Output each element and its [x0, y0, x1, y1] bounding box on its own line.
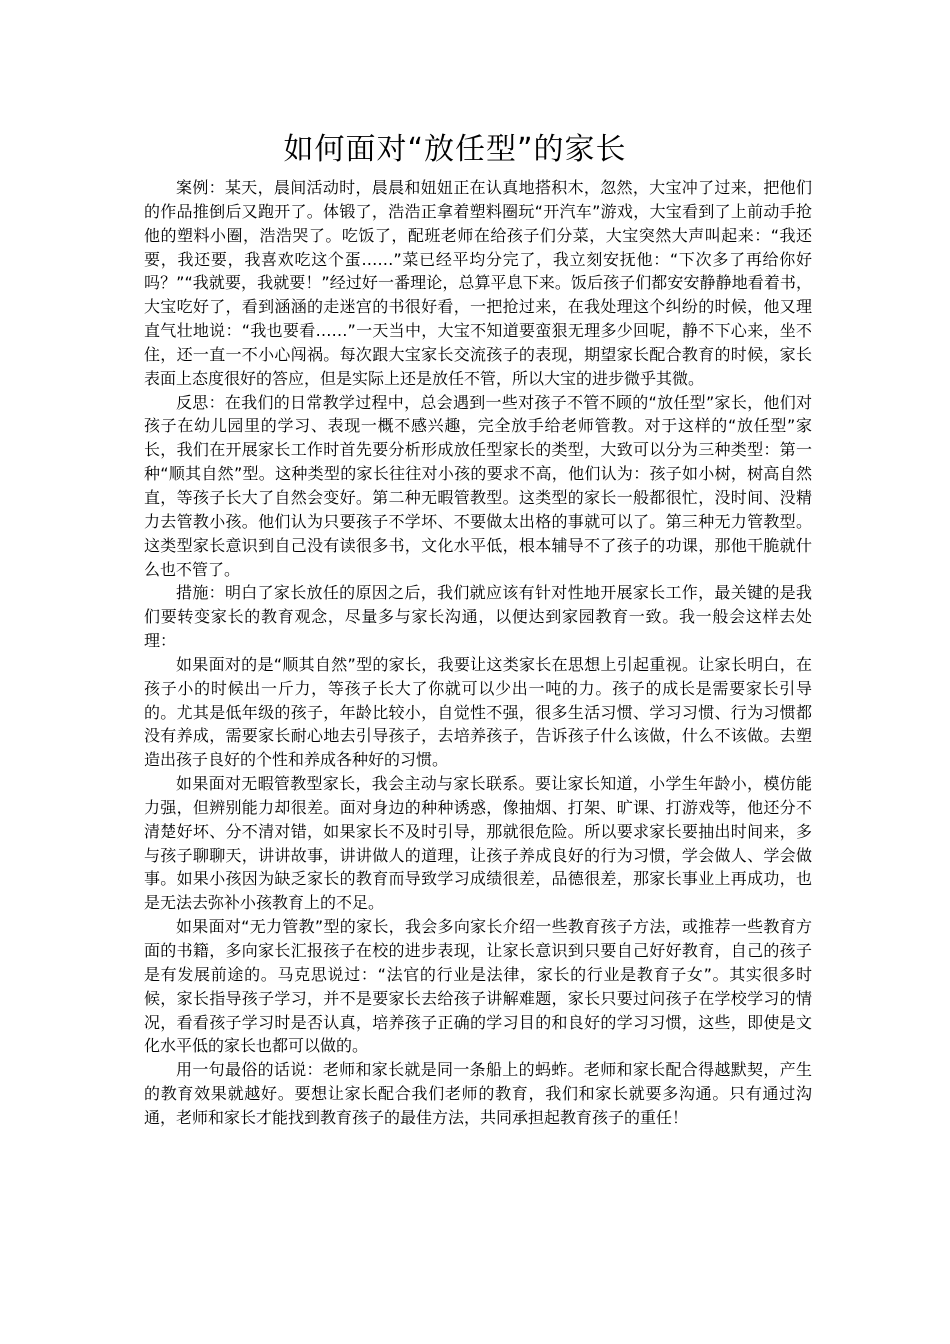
paragraph-natural-type: 如果面对的是“顺其自然”型的家长，我要让这类家长在思想上引起重视。让家长明白，在孩子小的时候出一斤力，等孩子长大了你就可以少出一吨的力。孩子的成长是需要家长引导的。尤其是低年级的孩子，年龄比较小，自觉性不强，很多生活习惯、学习习惯、行为习惯都没有养成，需要家长耐心地去引导孩子，去培养孩子，告诉孩子什么该做，什么不该做。去塑造出孩子良好的个性和养成各种好的习惯。: [144, 654, 812, 770]
document-body: [144, 176, 812, 1130]
paragraph-busy-type: 如果面对无暇管教型家长，我会主动与家长联系。要让家长知道，小学生年龄小，模仿能力强，但辨别能力却很差。面对身边的种种诱惑，像抽烟、打架、旷课、打游戏等，他还分不清楚好坏、分不清对错，如果家长不及时引导，那就很危险。所以要求家长要抽出时间来，多与孩子聊聊天，讲讲故事，讲讲做人的道理，让孩子养成良好的行为习惯，学会做人、学会做事。如果小孩因为缺乏家长的教育而导致学习成绩很差，品德很差，那家长事业上再成功，也是无法去弥补小孩教育上的不足。: [144, 774, 812, 913]
paragraph-reflection: 反思：在我们的日常教学过程中，总会遇到一些对孩子不管不顾的“放任型”家长，他们对孩子在幼儿园里的学习、表现一概不感兴趣，完全放手给老师管教。对于这样的“放任型”家长，我们在开展家长工作时首先要分析形成放任型家长的类型，大致可以分为三种类型：第一种“顺其自然”型。这种类型的家长往往对小孩的要求不高，他们认为：孩子如小树，树高自然直，等孩子长大了自然会变好。第二种无暇管教型。这类型的家长一般都很忙，没时间、没精力去管教小孩。他们认为只要孩子不学坏、不要做太出格的事就可以了。第三种无力管教型。这类型家长意识到自己没有读很多书，文化水平低，根本辅导不了孩子的功课，那他干脆就什么也不管了。: [144, 392, 812, 579]
document-title: 如何面对“放任型”的家长: [283, 132, 627, 167]
paragraph-unable-type: 如果面对“无力管教”型的家长，我会多向家长介绍一些教育孩子方法，或推荐一些教育方面的书籍，多向家长汇报孩子在校的进步表现，让家长意识到只要自己好好教育，自己的孩子是有发展前途的。马克思说过：“法官的行业是法律，家长的行业是教育子女”。其实很多时候，家长指导孩子学习，并不是要家长去给孩子讲解难题，家长只要过问孩子在学校学习的情况，看看孩子学习时是否认真，培养孩子正确的学习目的和良好的学习习惯，这些，即使是文化水平低的家长也都可以做的。: [144, 917, 812, 1056]
paragraph-measures: 措施：明白了家长放任的原因之后，我们就应该有针对性地开展家长工作，最关键的是我们要转变家长的教育观念，尽量多与家长沟通，以便达到家园教育一致。我一般会这样去处理：: [144, 583, 812, 651]
paragraph-case: 案例：某天，晨间活动时，晨晨和妞妞正在认真地搭积木，忽然，大宝冲了过来，把他们的作品推倒后又跑开了。体锻了，浩浩正拿着塑料圈玩“开汽车”游戏，大宝看到了上前动手抢他的塑料小圈，浩浩哭了。吃饭了，配班老师在给孩子们分菜，大宝突然大声叫起来：“我还要，我还要，我喜欢吃这个蛋……”菜已经平均分完了，我立刻安抚他：“下次多了再给你好吗？”“我就要，我就要！”经过好一番理论，总算平息下来。饭后孩子们都安安静静地看着书，大宝吃好了，看到涵涵的走迷宫的书很好看，一把抢过来，在我处理这个纠纷的时候，他又理直气壮地说：“我也要看……”一天当中，大宝不知道要蛮狠无理多少回呢，静不下心来，坐不住，还一直一不小心闯祸。每次跟大宝家长交流孩子的表现，期望家长配合教育的时候，家长表面上态度很好的答应，但是实际上还是放任不管，所以大宝的进步微乎其微。: [144, 178, 812, 388]
paragraph-conclusion: 用一句最俗的话说：老师和家长就是同一条船上的蚂蚱。老师和家长配合得越默契，产生的教育效果就越好。要想让家长配合我们老师的教育，我们和家长就要多沟通。只有通过沟通，老师和家长才能找到教育孩子的最佳方法，共同承担起教育孩子的重任！: [144, 1060, 812, 1127]
